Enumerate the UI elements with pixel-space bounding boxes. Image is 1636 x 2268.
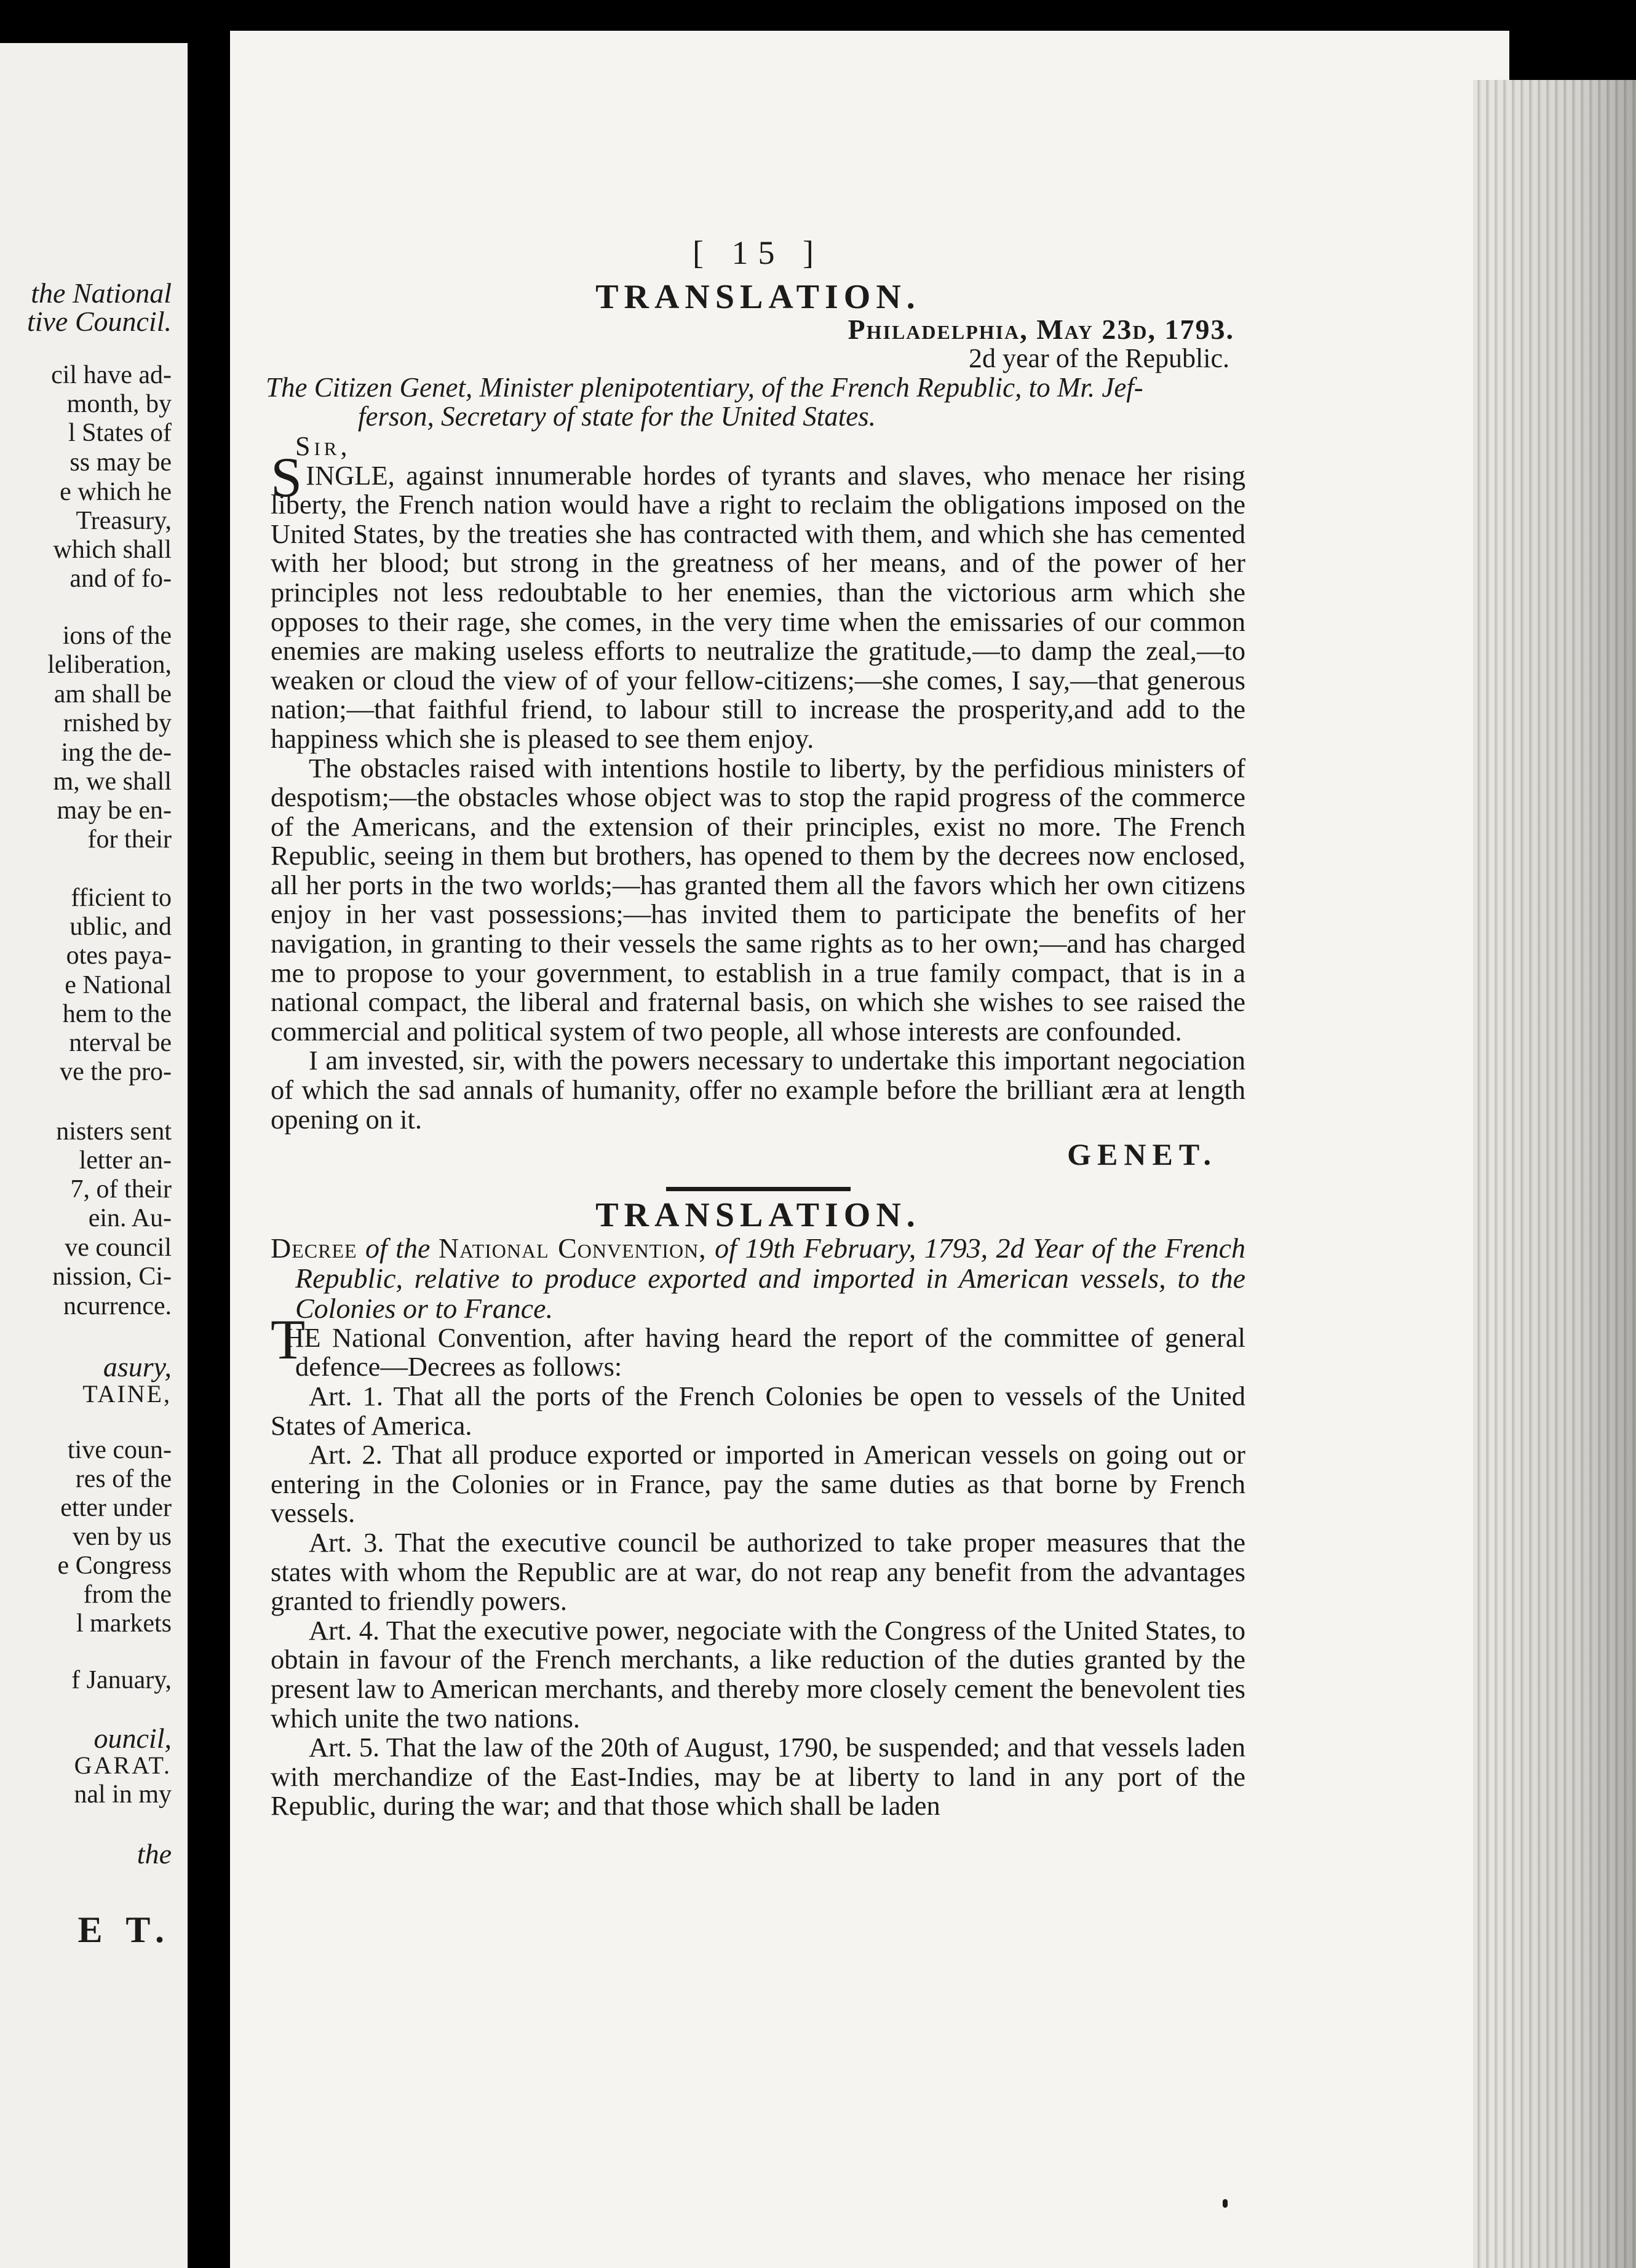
left-page-line: 7, of their	[70, 1175, 172, 1203]
article-text: That the executive power, negociate with the Congress of the United States, to obtain in favour of the French merchants, a like reduction of the duties granted by the present law to American merchants, and thereby more closely cement the benevolent ties which unite the two nations.	[271, 1614, 1245, 1734]
left-page-line: Treasury,	[76, 507, 172, 535]
decree-title-b: of the	[357, 1232, 439, 1264]
left-page-line: rnished by	[63, 709, 172, 737]
decree-article	[271, 1382, 1245, 1440]
decree-article	[271, 1616, 1245, 1733]
left-page-line: ve council	[65, 1234, 172, 1262]
left-page-line: tive coun-	[67, 1436, 172, 1464]
left-page-line: ve the pro-	[60, 1058, 172, 1086]
decree-intro: THE National Convention, after having heard the report of the committee of general defence—Decrees as follows:	[271, 1307, 1245, 1382]
article-text: That the executive council be authorized to take proper measures that the states with whom the Republic are at war, do not reap any benefit from the advantages granted to friendly powers.	[271, 1526, 1246, 1617]
left-page-line: the	[137, 1838, 172, 1870]
section-divider	[666, 1187, 851, 1191]
article-label: Art. 5.	[309, 1732, 380, 1763]
left-page-fragment	[0, 43, 188, 2268]
left-page-line: E T.	[77, 1909, 172, 1950]
left-page-line: nission, Ci-	[52, 1263, 172, 1291]
decree-article	[271, 1528, 1245, 1616]
letter-heading: TRANSLATION.	[595, 277, 921, 316]
left-page-line: tive Council.	[26, 306, 172, 337]
letter-signature: GENET.	[1067, 1137, 1217, 1172]
letter-address-line1: The Citizen Genet, Minister plenipotentiary, of the French Republic, to Mr. Jef-	[266, 371, 1143, 403]
left-page-line: ions of the	[62, 622, 172, 650]
decree-title-c: National Convention,	[438, 1232, 707, 1264]
letter-paragraph-2: The obstacles raised with intentions hostile to liberty, by the perfidious ministers of despotism;—the obstacles whose object was to stop the rapid progress of the commerce of the Americans, and the extension of their principles, exist no more. The French Republic, seeing in them but brothers, has opened to them by the decrees now enclosed, all her ports in the two worlds;—has granted them all the favors which her own citizens enjoy in her vast possessions;—has invited them to participate the benefits of her navigation, in granting to their vessels the same rights as to her own;—and has charged me to propose to your government, to establish in a true family compact, that is in a national compact, the liberal and fraternal basis, on which she wishes to see raised the commercial and political system of two people, all whose interests are confounded.	[271, 752, 1245, 1047]
left-page-line: ein. Au-	[88, 1204, 172, 1232]
letter-dateline: Philadelphia, May 23d, 1793.	[848, 313, 1234, 345]
left-page-line: GARAT.	[74, 1751, 172, 1779]
letter-year-line: 2d year of the Republic.	[969, 343, 1229, 374]
left-page-line: TAINE,	[82, 1380, 172, 1408]
left-page-line: ublic, and	[69, 913, 172, 941]
decree-article	[271, 1440, 1245, 1528]
left-page-line: the National	[31, 277, 172, 309]
page-edges-shadow	[1495, 80, 1636, 2268]
decree-article	[271, 1733, 1245, 1821]
decree-title-a: Decree	[271, 1232, 357, 1264]
left-page-line: cil have ad-	[51, 361, 172, 389]
ink-mark	[1223, 2199, 1228, 2208]
decree-heading: TRANSLATION.	[595, 1195, 921, 1234]
left-page-line: l markets	[76, 1609, 172, 1638]
left-page-line: and of fo-	[69, 565, 172, 593]
left-page-line: otes paya-	[66, 942, 172, 970]
left-page-line: for their	[87, 825, 172, 854]
left-page-line: from the	[83, 1580, 172, 1609]
left-page-line: am shall be	[54, 680, 172, 708]
left-page-line: res of the	[75, 1465, 172, 1493]
left-page-line: e National	[65, 971, 172, 999]
article-text: That all produce exported or imported in American vessels on going out or entering in the Colonies or in France, pay the same duties as that borne by French vessels.	[271, 1439, 1245, 1529]
left-page-line: ing the de-	[61, 739, 172, 767]
left-page-line: asury,	[103, 1351, 172, 1382]
letter-address	[266, 371, 1245, 432]
article-label: Art. 2.	[309, 1439, 383, 1470]
letter-salutation: Sir,	[295, 430, 351, 461]
decree-articles	[271, 1382, 1245, 1821]
page-content	[266, 234, 1246, 1822]
left-page-line: m, we shall	[53, 767, 172, 796]
letter-paragraph-1: SINGLE, against innumerable hordes of tyrants and slaves, who menace her rising liberty, the French nation would have a right to reclaim the obligations imposed on the United States, by the treaties she has contracted with them, and which she has cemented with her blood; but strong in the greatness of her means, and of the power of her principles not less redoubtable to her enemies, than the victorious arm which she opposes to their rage, she comes, in the very time when the emissaries of our common enemies are making useless efforts to neutralize the gratitude,—to damp the zeal,—to weaken or cloud the view of of your fellow-citizens;—she comes, I say,—that generous nation;—that faithful friend, to labour still to increase the prosperity,and add to the happiness which she is pleased to see them enjoy.	[271, 445, 1245, 754]
decree-title-d: of 19th February, 1793, 2d Year of the French Republic, relative to produce exported and imported in American vessels, to the Colonies or to France.	[295, 1232, 1246, 1324]
left-page-line: etter under	[60, 1494, 172, 1522]
article-text: That all the ports of the French Colonies be open to vessels of the United States of America.	[271, 1381, 1245, 1441]
article-label: Art. 3.	[309, 1526, 384, 1558]
left-page-line: letter an-	[79, 1146, 172, 1175]
left-page-line: nal in my	[74, 1780, 172, 1809]
left-page-line: nterval be	[69, 1029, 172, 1057]
left-page-line: ncurrence.	[63, 1292, 172, 1320]
article-label: Art. 1.	[309, 1381, 384, 1411]
left-page-line: which shall	[53, 536, 172, 564]
left-page-line: may be en-	[57, 796, 172, 825]
left-page-line: l States of	[68, 419, 172, 447]
letter-address-line2: ferson, Secretary of state for the United States.	[358, 401, 876, 432]
left-page-line: ouncil,	[93, 1723, 172, 1754]
left-page-line: ss may be	[69, 448, 172, 477]
left-page-line: ven by us	[73, 1523, 172, 1551]
left-page-line: fficient to	[71, 884, 172, 912]
left-page-line: f January,	[71, 1666, 172, 1694]
article-label: Art. 4.	[309, 1614, 380, 1646]
left-page-line: leliberation,	[47, 651, 172, 679]
left-page-line: hem to the	[62, 1000, 172, 1028]
left-page-line: e Congress	[57, 1552, 172, 1580]
left-page-line: month, by	[66, 390, 172, 418]
left-page-line: e which he	[60, 478, 172, 506]
decree-title	[271, 1233, 1245, 1323]
left-page-line: nisters sent	[56, 1117, 172, 1146]
article-text: That the law of the 20th of August, 1790, be suspended; and that vessels laden with merchandize of the East-Indies, may be at liberty to land in any port of the Republic, during the war; and that those which shall be laden	[271, 1732, 1245, 1822]
page-number: [ 15 ]	[693, 234, 824, 271]
letter-paragraph-3: I am invested, sir, with the powers necessary to undertake this important negociation of which the sad annals of humanity, offer no example before the brilliant æra at length opening on it.	[271, 1045, 1245, 1135]
